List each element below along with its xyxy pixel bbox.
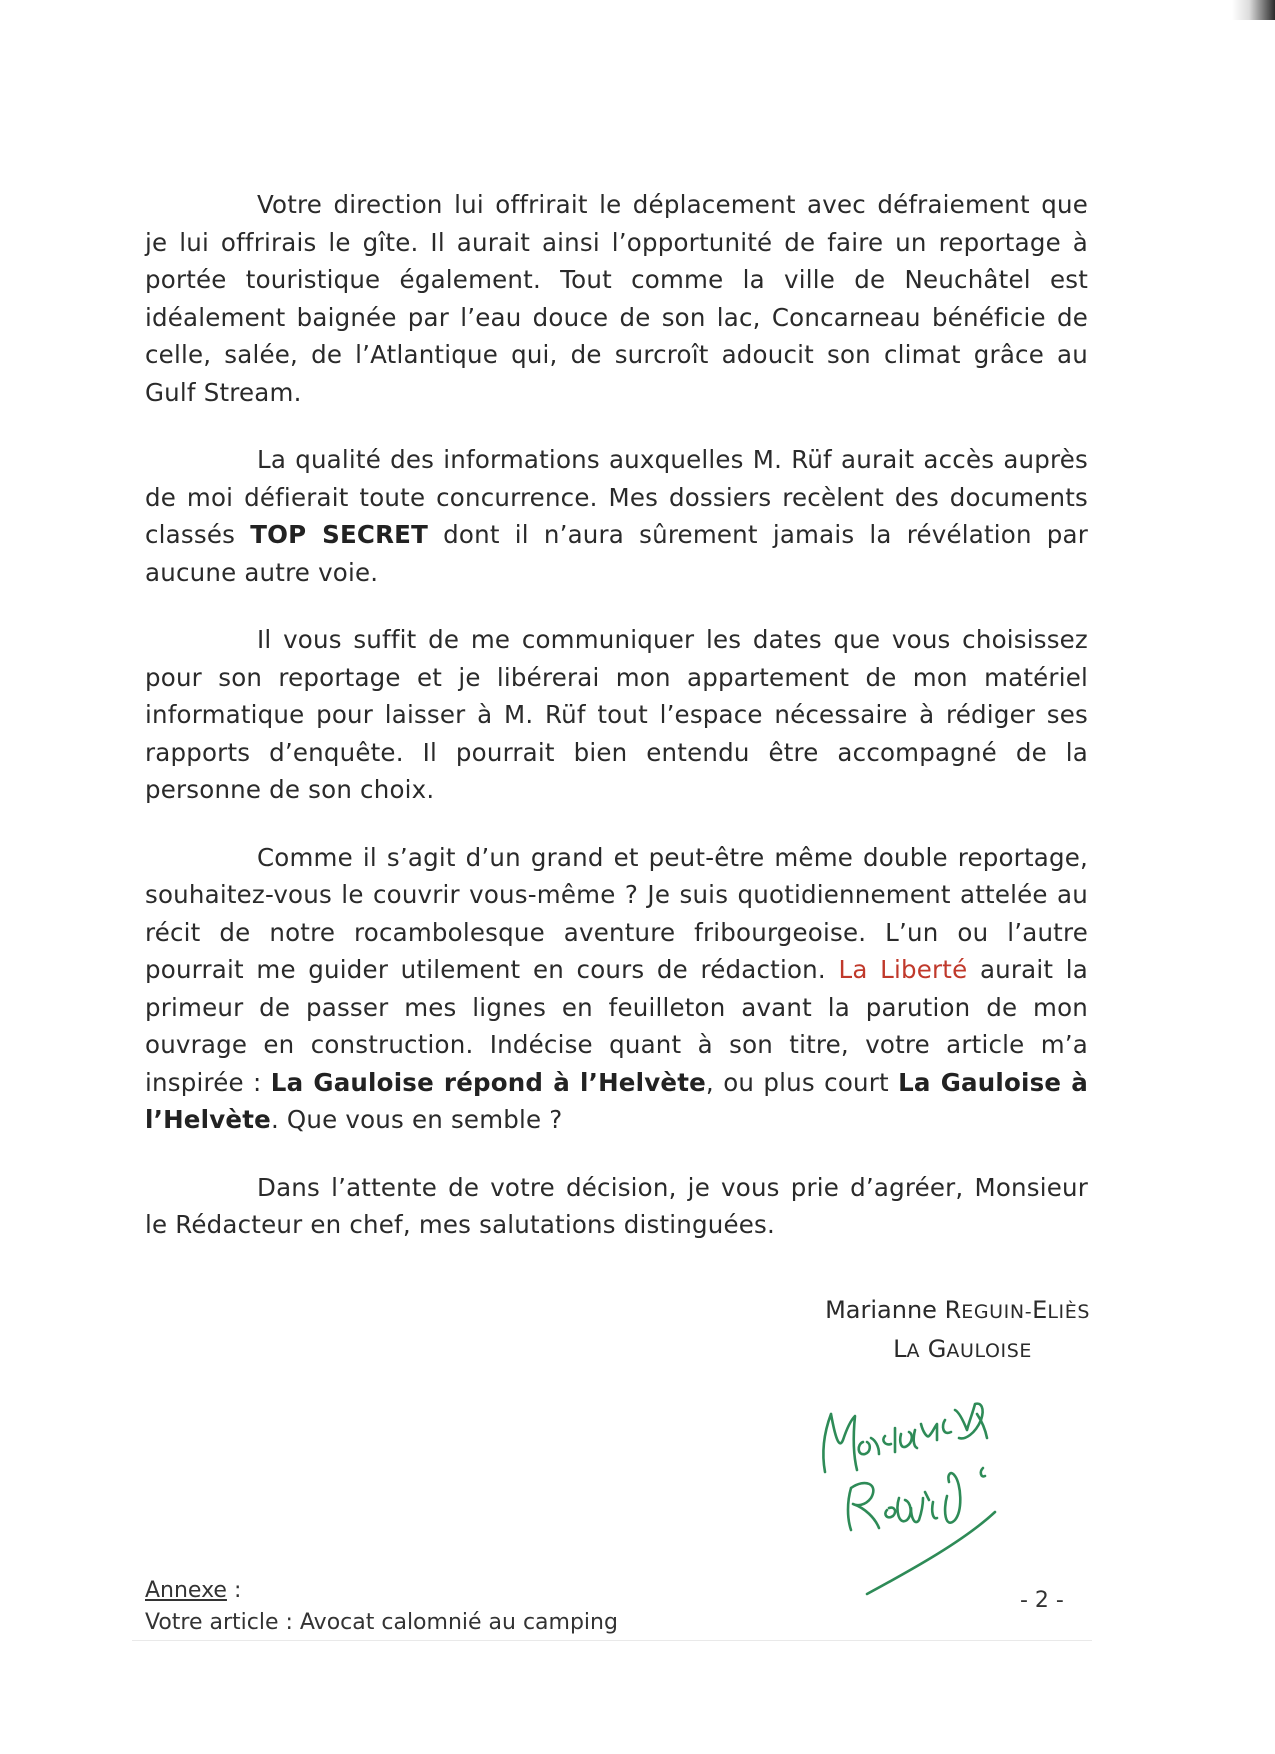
- annex-colon: :: [226, 1578, 242, 1603]
- text-run: R: [944, 1296, 962, 1324]
- signature-block: [825, 1292, 1090, 1370]
- text-run: , ou plus court: [705, 1067, 899, 1097]
- text-run: . Que vous en semble ?: [270, 1105, 563, 1134]
- paragraph-closing: Dans l’attente de votre décision, je vous prie d’agréer, Monsieur le Rédacteur en chef, mes salutations distinguées.: [145, 1172, 1088, 1239]
- page-number: - 2 -: [1020, 1588, 1064, 1613]
- annex-article: Votre article : Avocat calomnié au camping: [145, 1610, 618, 1635]
- top-secret-emphasis: TOP SECRET: [250, 520, 429, 549]
- text-run: dont il n’aura sûrement jamais la révélation par aucune autre voie.: [145, 520, 1089, 587]
- signatory-name: [825, 1292, 1090, 1331]
- text-run: La qualité des informations auxquelles M. Rüf aurait accès auprès de moi défierait toute concurrence. Mes dossiers recèlent des documents classés: [145, 445, 1088, 549]
- text-run: G: [927, 1335, 947, 1363]
- footer-rule: [132, 1640, 1092, 1641]
- text-run: Comme il s’agit d’un grand et peut-être même double reportage, souhaitez-vous le couvrir vous-même ? Je suis quotidiennement attelée au récit de notre rocambolesque aventure fribourgeoise. L’un ou l’autre pourrait me guider utilement en cours de rédaction.: [145, 842, 1088, 984]
- paragraph-travel-offer: Votre direction lui offrirait le déplacement avec défraiement que je lui offrirais le gîte. Il aurait ainsi l’opportunité de faire un reportage à portée touristique également. Tout comme la ville de Neuchâtel est idéalement baignée par l’eau douce de son lac, Concarneau bénéficie de celle, salée, de l’Atlantique qui, de surcroît adoucit son climat grâce au Gulf Stream.: [145, 190, 1088, 407]
- annex-label: Annexe: [145, 1578, 227, 1603]
- text-run: aurait la primeur de passer mes lignes en feuilleton avant la parution de mon ouvrage en construction. Indécise quant à son titre, votre article m’a inspirée :: [145, 955, 1088, 1097]
- text-run: A: [906, 1340, 921, 1362]
- paragraph-dates: Il vous suffit de me communiquer les dates que vous choisissez pour son reportage et je libérerai mon appartement de mon matériel informatique pour laisser à M. Rüf tout l’espace nécessaire à rédiger ses rapports d’enquête. Il pourrait bien entendu être accompagné de la personne de son choix.: [145, 625, 1088, 804]
- text-run: AULOISE: [946, 1340, 1032, 1362]
- signatory-first-name: Marianne: [825, 1296, 937, 1324]
- title-proposal-short: La Gauloise à l’Helvète: [145, 1067, 1088, 1134]
- paragraph-information-quality: [145, 441, 1088, 591]
- newspaper-name: La Liberté: [838, 955, 968, 984]
- signatory-alias: [825, 1331, 1032, 1370]
- text-run: LIÈS: [1047, 1301, 1090, 1323]
- text-run: L: [893, 1335, 907, 1363]
- scan-edge-shadow: [1232, 0, 1275, 20]
- title-proposal-long: La Gauloise répond à l’Helvète: [270, 1067, 706, 1097]
- paragraph-report-proposal: [145, 839, 1088, 1139]
- annex-line: [145, 1575, 618, 1607]
- text-run: E: [1032, 1296, 1048, 1324]
- signature-strokes: [823, 1404, 995, 1594]
- letter-body: [145, 186, 1088, 1244]
- footer: [145, 1575, 618, 1639]
- handwritten-signature: [795, 1380, 1035, 1600]
- text-run: EGUIN-: [961, 1301, 1033, 1323]
